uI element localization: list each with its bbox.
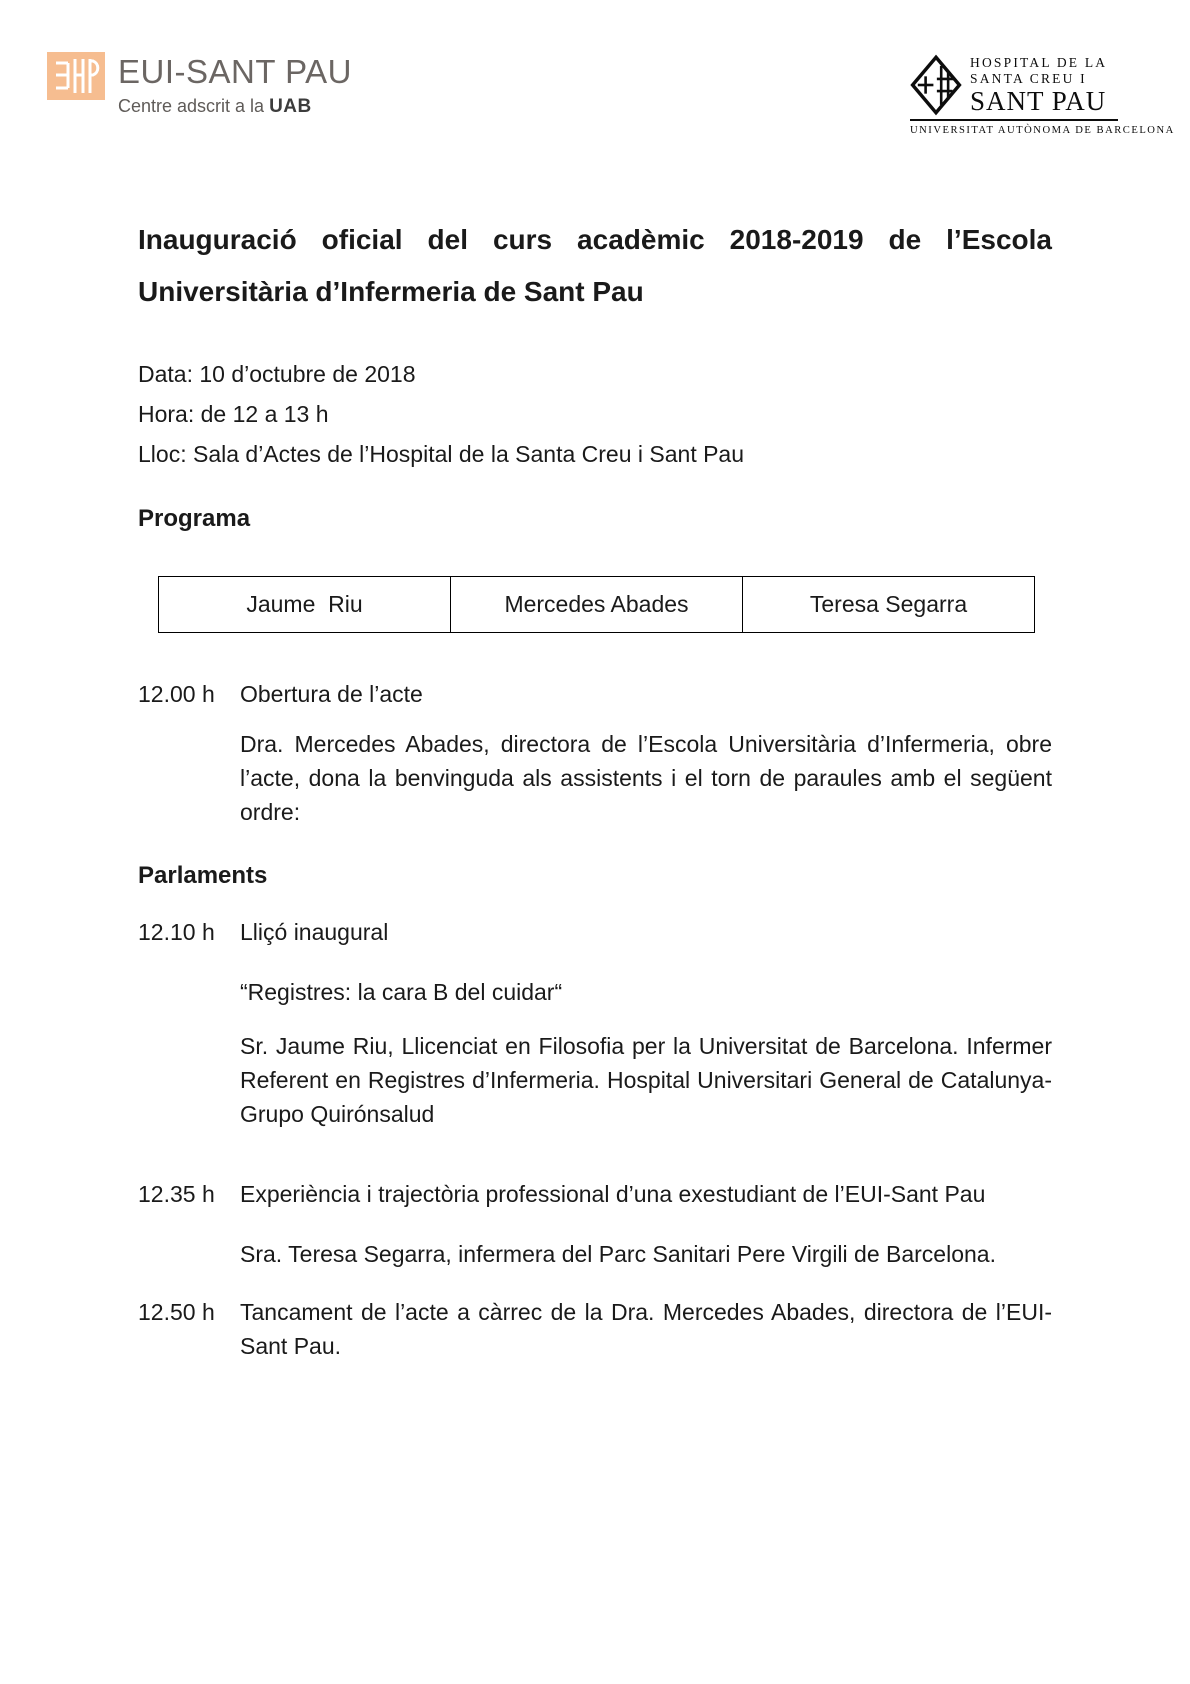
hospital-logo-top: [910, 54, 1118, 116]
page-header: [47, 52, 1175, 136]
schedule-item-1210: [138, 915, 1052, 949]
eui-tagline: [118, 96, 352, 118]
schedule-time: 12.00 h: [138, 681, 215, 707]
hospital-name-line1: HOSPITAL DE LA: [970, 55, 1108, 70]
schedule-description: Sr. Jaume Riu, Llicenciat en Filosofia per la Universitat de Barcelona. Infermer Referent en Registres d’Infermeria. Hospital Universitari General de Catalunya-Grupo Quirónsalud: [240, 1033, 1052, 1127]
event-location: Lloc: Sala d’Actes de l’Hospital de la Santa Creu i Sant Pau: [138, 441, 745, 467]
hospital-logo-university: UNIVERSITAT AUTÒNOMA DE BARCELONA: [910, 125, 1175, 136]
eui-sant-pau-logo: [47, 52, 352, 118]
eui-tagline-text: Centre adscrit a la: [118, 96, 270, 116]
programa-heading: Programa: [138, 505, 251, 532]
speakers-table: [158, 576, 1035, 633]
hospital-name-line2: SANTA CREU I: [970, 71, 1087, 86]
schedule-description: Dra. Mercedes Abades, directora de l’Escola Universitària d’Infermeria, obre l’acte, dona la benvinguda als assistents i el torn de paraules amb el següent ordre:: [240, 731, 1052, 825]
hospital-logo-divider: [910, 119, 1118, 121]
hospital-name: [970, 55, 1107, 115]
lecture-quote: “Registres: la cara B del cuidar“: [240, 979, 563, 1005]
eui-brand-name: EUI-SANT PAU: [118, 53, 352, 90]
schedule-time: 12.35 h: [138, 1181, 215, 1207]
parlaments-heading: Parlaments: [138, 862, 268, 889]
schedule-item-1200: [138, 677, 1052, 711]
eui-logo-text: [118, 52, 352, 118]
schedule-description: Sra. Teresa Segarra, infermera del Parc Sanitari Pere Virgili de Barcelona.: [240, 1241, 996, 1267]
speaker-cell: Teresa Segarra: [743, 577, 1035, 633]
schedule-item-1235: [138, 1177, 1052, 1211]
event-meta: [138, 354, 1052, 474]
schedule-item-1250: [138, 1295, 1052, 1363]
event-date: Data: 10 d’octubre de 2018: [138, 361, 416, 387]
eui-monogram-glyph: [47, 52, 105, 100]
schedule-title: Obertura de l’acte: [240, 681, 423, 707]
event-time: Hora: de 12 a 13 h: [138, 401, 329, 427]
schedule-title: Lliçó inaugural: [240, 919, 389, 945]
eui-monogram-icon: [47, 52, 105, 100]
schedule-time: 12.10 h: [138, 919, 215, 945]
schedule-title: Tancament de l’acte a càrrec de la Dra. Mercedes Abades, directora de l’EUI-Sant Pau.: [240, 1299, 1052, 1359]
hospital-crest-icon: [910, 54, 962, 116]
speaker-cell: Mercedes Abades: [451, 577, 743, 633]
schedule-time: 12.50 h: [138, 1299, 215, 1325]
hospital-sant-pau-logo: [910, 54, 1175, 136]
speaker-cell: Jaume Riu: [159, 577, 451, 633]
schedule-title: Experiència i trajectòria professional d’una exestudiant de l’EUI-Sant Pau: [240, 1181, 986, 1207]
uab-wordmark: UAB: [269, 96, 312, 117]
hospital-name-line3: SANT PAU: [970, 86, 1107, 116]
table-row: [159, 577, 1035, 633]
page-title: Inauguració oficial del curs acadèmic 2018-2019 de l’Escola Universitària d’Infermeria de Sant Pau: [138, 224, 1052, 307]
